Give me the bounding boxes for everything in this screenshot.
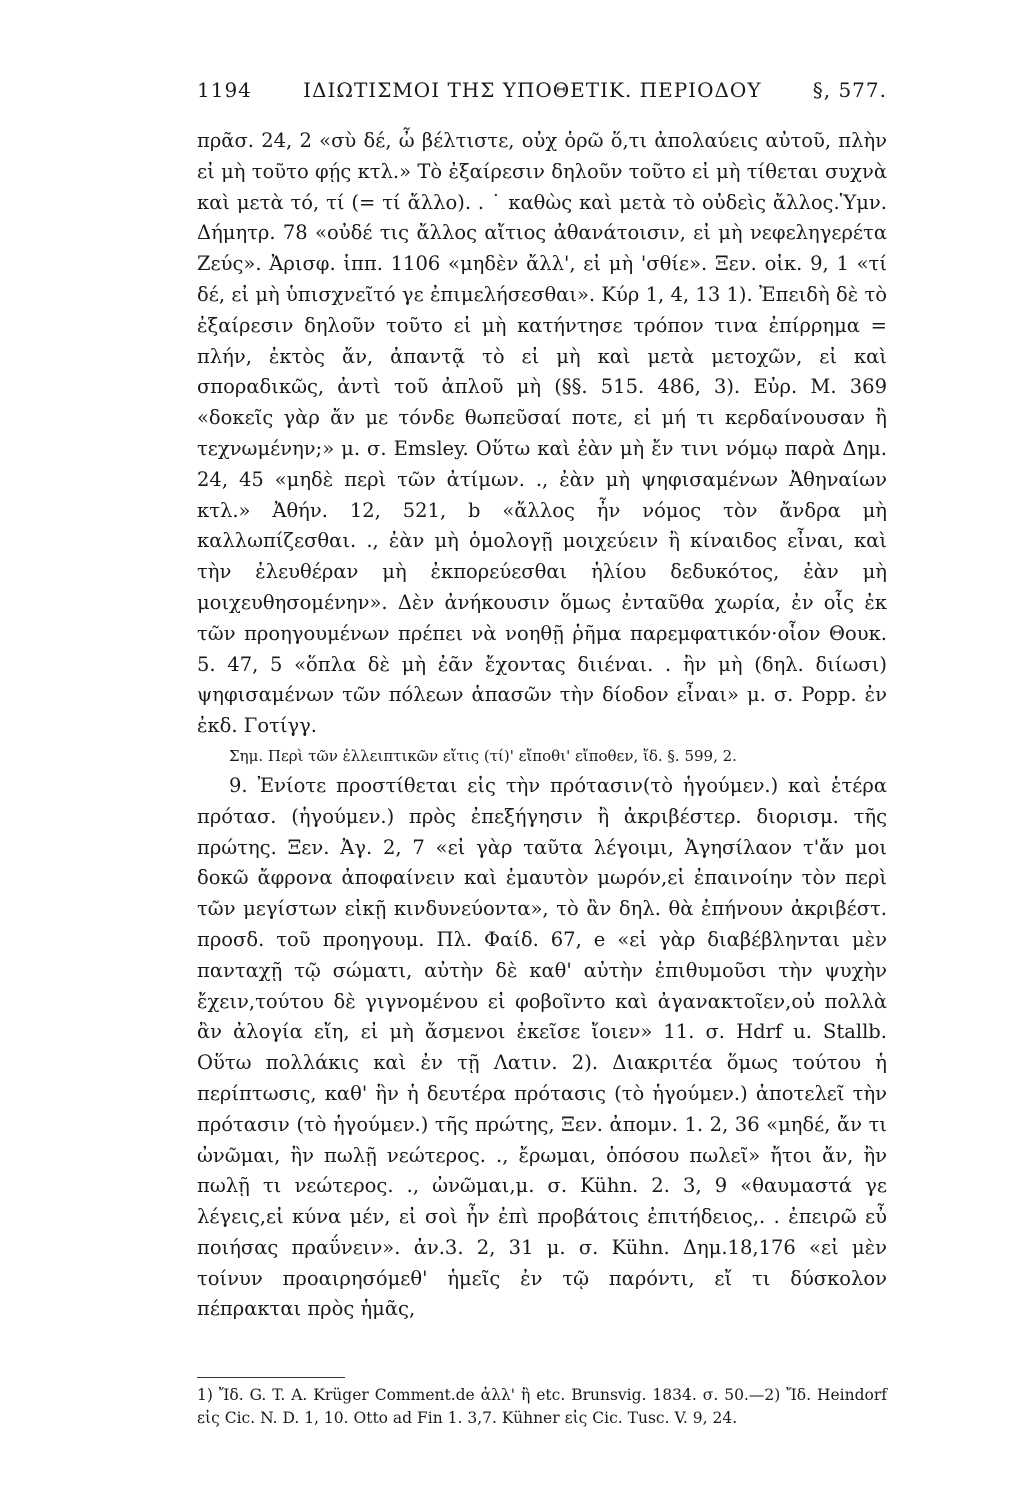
section-number: §, 577.: [812, 78, 887, 102]
running-header: [197, 78, 887, 102]
paragraph-9: 9. Ἐνίοτε προστίθεται εἰς τὴν πρότασιν(τὸ ἡγούμεν.) καὶ ἑτέρα πρότασ. (ἡγούμεν.) πρὸς ἐπεξήγησιν ἢ ἀκριβέστερ. διορισμ. τῆς πρώτης. Ξεν. Ἀγ. 2, 7 «εἰ γὰρ ταῦτα λέγοιμι, Ἀγησίλαον τ'ἄν μοι δοκῶ ἄφρονα ἀποφαίνειν καὶ ἐμαυτὸν μωρόν,εἰ ἐπαινοίην τὸν περὶ τῶν μεγίστων εἰκῇ κινδυνεύοντα», τὸ ἂν δηλ. θὰ ἐπήνουν ἀκριβέστ. προσδ. τοῦ προηγουμ. Πλ. Φαίδ. 67, e «εἰ γὰρ διαβέβληνται μὲν πανταχῇ τῷ σώματι, αὐτὴν δὲ καθ' αὐτὴν ἐπιθυμοῦσι τὴν ψυχὴν ἔχειν,τούτου δὲ γιγνομένου εἰ φοβοῖντο καὶ ἀγανακτοῖεν,οὐ πολλὰ ἂν ἀλογία εἴη, εἰ μὴ ἄσμενοι ἐκεῖσε ἴοιεν» 11. σ. Hdrf u. Stallb. Οὕτω πολλάκις καὶ ἐν τῇ Λατιν. 2). Διακριτέα ὅμως τούτου ἡ περίπτωσις, καθ' ἣν ἡ δευτέρα πρότασις (τὸ ἡγούμεν.) ἀποτελεῖ τὴν πρότασιν (τὸ ἡγούμεν.) τῆς πρώτης, Ξεν. ἀπομν. 1. 2, 36 «μηδέ, ἄν τι ὠνῶμαι, ἢν πωλῇ νεώτερος. ., ἔρωμαι, ὁπόσου πωλεῖ» ἤτοι ἄν, ἢν πωλῇ τι νεώτερος. ., ὠνῶμαι,μ. σ. Kühn. 2. 3, 9 «θαυμαστά γε λέγεις,εἰ κύνα μέν, εἰ σοὶ ἦν ἐπὶ προβάτοις ἐπιτήδειος,. . ἐπειρῶ εὖ ποιήσας πραΰνειν». ἀν.3. 2, 31 μ. σ. Kühn. Δημ.18,176 «εἰ μὲν τοίνυν προαιρησόμεθ' ἡμεῖς ἐν τῷ παρόντι, εἴ τι δύσκολον πέπρακται πρὸς ἡμᾶς,: [197, 773, 887, 1321]
main-text: [197, 126, 887, 1325]
footnote-text: 1) Ἴδ. G. T. A. Krüger Comment.de ἀλλ' ἢ etc. Brunsvig. 1834. σ. 50.—2) Ἴδ. Heindorf εἰς Cic. N. D. 1, 10. Otto ad Fin 1. 3,7. Kühner εἰς Cic. Tusc. V. 9, 24.: [197, 1386, 887, 1427]
note-paragraph: Σημ. Περὶ τῶν ἐλλειπτικῶν εἴτις (τί)' εἴποθι' εἴποθεν, ἴδ. §. 599, 2.: [229, 746, 737, 765]
body-paragraph: πρᾶσ. 24, 2 «σὺ δέ, ὦ βέλτιστε, οὐχ ὁρῶ ὅ,τι ἀπολαύεις αὐτοῦ, πλὴν εἰ μὴ τοῦτο φῄς κτλ.» Τὸ ἐξαίρεσιν δηλοῦν τοῦτο εἰ μὴ τίθεται συχνὰ καὶ μετὰ τό, τί (= τί ἄλλο). . ˙ καθὼς καὶ μετὰ τὸ οὐδεὶς ἄλλος.Ὑμν. Δήμητρ. 78 «οὐδέ τις ἄλλος αἴτιος ἀθανάτοισιν, εἰ μὴ νεφεληγερέτα Ζεύς». Ἀρισφ. ἱππ. 1106 «μηδὲν ἄλλ', εἰ μὴ 'σθίε». Ξεν. οἰκ. 9, 1 «τί δέ, εἰ μὴ ὑπισχνεῖτό γε ἐπιμελήσεσθαι». Κύρ 1, 4, 13 1). Ἐπειδὴ δὲ τὸ ἐξαίρεσιν δηλοῦν τοῦτο εἰ μὴ κατήντησε τρόπον τινα ἐπίρρημα = πλήν, ἐκτὸς ἄν, ἀπαντᾷ τὸ εἰ μὴ καὶ μετὰ μετοχῶν, εἰ καὶ σποραδικῶς, ἀντὶ τοῦ ἀπλοῦ μὴ (§§. 515. 486, 3). Εὐρ. Μ. 369 «δοκεῖς γὰρ ἄν με τόνδε θωπεῦσαί ποτε, εἰ μή τι κερδαίνουσαν ἢ τεχνωμένην;» μ. σ. Emsley. Οὕτω καὶ ἐὰν μὴ ἔν τινι νόμῳ παρὰ Δημ. 24, 45 «μηδὲ περὶ τῶν ἀτίμων. ., ἐὰν μὴ ψηφισαμένων Ἀθηναίων κτλ.» Ἀθήν. 12, 521, b «ἄλλος ἦν νόμος τὸν ἄνδρα μὴ καλλωπίζεσθαι. ., ἐὰν μὴ ὁμολογῇ μοιχεύειν ἢ κίναιδος εἶναι, καὶ τὴν ἐλευθέραν μὴ ἐκπορεύεσθαι ἡλίου δεδυκότος, ἐὰν μὴ μοιχευθησομένην». Δὲν ἀνήκουσιν ὅμως ἐνταῦθα χωρία, ἐν οἷς ἐκ τῶν προηγουμένων πρέπει νὰ νοηθῇ ῥῆμα παρεμφατικόν·οἷον Θουκ. 5. 47, 5 «ὅπλα δὲ μὴ ἐᾶν ἔχοντας διιέναι. . ἢν μὴ (δηλ. διίωσι) ψηφισαμένων τῶν πόλεων ἁπασῶν τὴν δίοδον εἶναι» μ. σ. Popp. ἐν ἐκδ. Γοτίγγ.: [197, 129, 887, 738]
footnotes: [197, 1384, 887, 1429]
running-title: ΙΔΙΩΤΙΣΜΟΙ ΤΗΣ ΥΠΟΘΕΤΙΚ. ΠΕΡΙΟΔΟΥ: [303, 78, 762, 102]
page-number: 1194: [197, 78, 252, 102]
footnote-rule: [197, 1377, 345, 1378]
